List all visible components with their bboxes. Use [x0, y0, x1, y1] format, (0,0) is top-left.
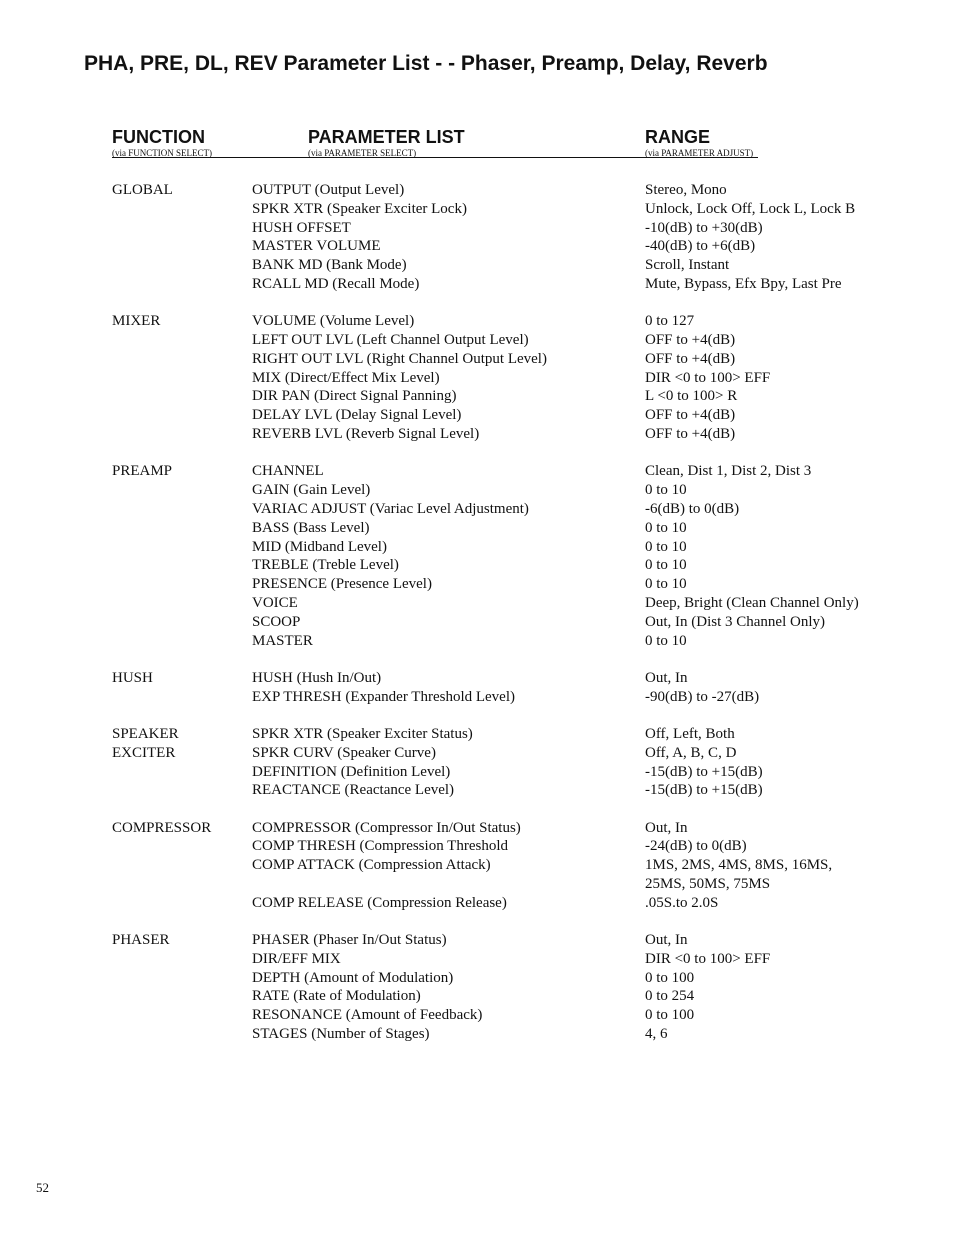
parameter-cell: BANK MD (Bank Mode) — [252, 257, 407, 274]
function-cell: GLOBAL — [112, 182, 173, 198]
range-cell: 25MS, 50MS, 75MS — [645, 876, 771, 892]
table-row — [0, 1006, 954, 1025]
range-column-header: RANGE — [645, 127, 711, 147]
parameter-cell: LEFT OUT LVL (Left Channel Output Level) — [252, 332, 529, 349]
range-cell: 4, 6 — [645, 1026, 668, 1043]
range-cell: Out, In — [645, 819, 688, 836]
parameter-table — [0, 181, 954, 1062]
function-column-subheader: (via FUNCTION SELECT) — [112, 148, 212, 158]
table-row — [0, 538, 954, 557]
range-cell: 0 to 10 — [645, 632, 687, 649]
function-group — [0, 819, 954, 913]
range-cell: .05S.to 2.0S — [645, 894, 719, 911]
table-row — [0, 331, 954, 350]
range-cell: Out, In — [645, 669, 688, 686]
parameter-cell: OUTPUT (Output Level) — [252, 182, 405, 198]
parameter-cell: COMPRESSOR (Compressor In/Out Status) — [252, 819, 521, 836]
range-cell: Unlock, Lock Off, Lock L, Lock B — [645, 200, 856, 217]
parameter-cell: REVERB LVL (Reverb Signal Level) — [252, 426, 480, 443]
function-group — [0, 931, 954, 1044]
parameter-cell: BASS (Bass Level) — [252, 519, 370, 536]
table-row — [0, 632, 954, 651]
function-group — [0, 725, 954, 800]
table-row — [0, 256, 954, 275]
range-cell: L <0 to 100> R — [645, 388, 738, 405]
page-title: PHA, PRE, DL, REV Parameter List - - Phaser, Preamp, Delay, Reverb — [84, 52, 768, 75]
range-cell: -10(dB) to +30(dB) — [645, 219, 763, 236]
table-row — [0, 1025, 954, 1044]
range-column-subheader: (via PARAMETER ADJUST) — [645, 148, 754, 158]
range-cell: Out, In (Dist 3 Channel Only) — [645, 613, 825, 630]
range-cell: 0 to 10 — [645, 557, 687, 574]
range-cell: 0 to 127 — [645, 313, 695, 330]
parameter-cell: MID (Midband Level) — [252, 538, 387, 555]
function-cell: MIXER — [112, 313, 161, 330]
parameter-cell: RCALL MD (Recall Mode) — [252, 275, 420, 292]
range-cell: -6(dB) to 0(dB) — [645, 500, 740, 517]
range-cell: Mute, Bypass, Efx Bpy, Last Pre — [645, 275, 842, 292]
parameter-cell: CHANNEL — [252, 463, 324, 480]
table-row — [0, 181, 954, 200]
table-row — [0, 725, 954, 744]
range-cell: -15(dB) to +15(dB) — [645, 763, 763, 780]
parameter-cell: VOLUME (Volume Level) — [252, 313, 415, 330]
parameter-cell: SCOOP — [252, 613, 301, 630]
parameter-cell: HUSH OFFSET — [252, 219, 351, 236]
parameter-cell: SPKR XTR (Speaker Exciter Lock) — [252, 200, 467, 217]
table-row — [0, 312, 954, 331]
parameter-cell: DIR PAN (Direct Signal Panning) — [252, 388, 457, 405]
range-cell: 0 to 100 — [645, 969, 695, 986]
parameter-cell: VARIAC ADJUST (Variac Level Adjustment) — [252, 500, 529, 517]
parameter-cell: HUSH (Hush In/Out) — [252, 669, 382, 686]
table-row — [0, 875, 954, 894]
parameter-cell: RESONANCE (Amount of Feedback) — [252, 1007, 483, 1024]
table-row — [0, 819, 954, 838]
function-group — [0, 312, 954, 444]
parameter-cell: MIX (Direct/Effect Mix Level) — [252, 369, 440, 386]
parameter-cell: DEPTH (Amount of Modulation) — [252, 969, 454, 986]
range-cell: 0 to 10 — [645, 519, 687, 536]
table-row — [0, 837, 954, 856]
range-cell: Out, In — [645, 932, 688, 949]
table-row — [0, 688, 954, 707]
parameter-cell: DELAY LVL (Delay Signal Level) — [252, 407, 462, 424]
parameter-cell: RATE (Rate of Modulation) — [252, 988, 421, 1005]
table-row — [0, 350, 954, 369]
table-row — [0, 894, 954, 913]
parameter-cell: REACTANCE (Reactance Level) — [252, 782, 455, 799]
table-row — [0, 931, 954, 950]
function-cell: SPEAKER — [112, 725, 179, 742]
table-row — [0, 781, 954, 800]
table-row — [0, 200, 954, 219]
function-cell: HUSH — [112, 669, 153, 686]
range-cell: DIR <0 to 100> EFF — [645, 950, 771, 967]
parameter-cell: DEFINITION (Definition Level) — [252, 763, 451, 780]
table-row — [0, 575, 954, 594]
parameter-cell: SPKR XTR (Speaker Exciter Status) — [252, 725, 473, 742]
parameter-cell: TREBLE (Treble Level) — [252, 557, 399, 574]
table-row — [0, 594, 954, 613]
table-row — [0, 556, 954, 575]
table-row — [0, 744, 954, 763]
table-row — [0, 987, 954, 1006]
range-cell: OFF to +4(dB) — [645, 332, 736, 349]
table-row — [0, 613, 954, 632]
table-row — [0, 669, 954, 688]
range-cell: 0 to 10 — [645, 482, 687, 499]
range-cell: 1MS, 2MS, 4MS, 8MS, 16MS, — [645, 857, 833, 874]
range-cell: -40(dB) to +6(dB) — [645, 238, 756, 255]
parameter-column-header: PARAMETER LIST — [308, 127, 465, 147]
range-cell: -24(dB) to 0(dB) — [645, 838, 747, 855]
parameter-cell: RIGHT OUT LVL (Right Channel Output Level) — [252, 350, 547, 367]
range-cell: OFF to +4(dB) — [645, 407, 736, 424]
table-row — [0, 219, 954, 238]
table-row — [0, 969, 954, 988]
range-cell: Scroll, Instant — [645, 257, 730, 274]
table-row — [0, 950, 954, 969]
range-cell: OFF to +4(dB) — [645, 350, 736, 367]
parameter-cell: VOICE — [252, 594, 298, 611]
range-cell: -15(dB) to +15(dB) — [645, 782, 763, 799]
table-row — [0, 500, 954, 519]
range-cell: Off, A, B, C, D — [645, 744, 737, 761]
function-cell: COMPRESSOR — [112, 819, 212, 836]
table-row — [0, 856, 954, 875]
parameter-cell: MASTER VOLUME — [252, 238, 381, 255]
parameter-cell: STAGES (Number of Stages) — [252, 1026, 430, 1043]
function-group — [0, 181, 954, 294]
function-cell: EXCITER — [112, 744, 176, 761]
table-row — [0, 481, 954, 500]
table-row — [0, 462, 954, 481]
function-cell: PHASER — [112, 932, 170, 949]
table-row — [0, 387, 954, 406]
range-cell: Clean, Dist 1, Dist 2, Dist 3 — [645, 463, 812, 480]
table-row — [0, 237, 954, 256]
parameter-cell: MASTER — [252, 632, 313, 649]
range-cell: 0 to 100 — [645, 1007, 695, 1024]
function-cell: PREAMP — [112, 463, 173, 480]
range-cell: Off, Left, Both — [645, 725, 735, 742]
parameter-column-subheader: (via PARAMETER SELECT) — [308, 148, 417, 158]
parameter-cell: DIR/EFF MIX — [252, 950, 341, 967]
range-cell: OFF to +4(dB) — [645, 426, 736, 443]
range-cell: 0 to 10 — [645, 576, 687, 593]
range-cell: 0 to 10 — [645, 538, 687, 555]
table-row — [0, 406, 954, 425]
function-group — [0, 669, 954, 707]
range-cell: DIR <0 to 100> EFF — [645, 369, 771, 386]
table-row — [0, 763, 954, 782]
range-cell: Stereo, Mono — [645, 182, 727, 198]
range-cell: Deep, Bright (Clean Channel Only) — [645, 594, 859, 611]
parameter-cell: SPKR CURV (Speaker Curve) — [252, 744, 436, 761]
table-row — [0, 519, 954, 538]
range-cell: 0 to 254 — [645, 988, 695, 1005]
header-divider — [112, 157, 758, 158]
page-number: 52 — [36, 1180, 49, 1195]
parameter-cell: PHASER (Phaser In/Out Status) — [252, 932, 447, 949]
parameter-cell: EXP THRESH (Expander Threshold Level) — [252, 688, 516, 705]
parameter-cell: PRESENCE (Presence Level) — [252, 576, 432, 593]
range-cell: -90(dB) to -27(dB) — [645, 688, 760, 705]
parameter-cell: COMP THRESH (Compression Threshold — [252, 838, 508, 855]
table-row — [0, 369, 954, 388]
parameter-cell: GAIN (Gain Level) — [252, 482, 371, 499]
table-row — [0, 275, 954, 294]
parameter-cell: COMP RELEASE (Compression Release) — [252, 894, 507, 911]
function-column-header: FUNCTION — [112, 127, 205, 147]
parameter-cell: COMP ATTACK (Compression Attack) — [252, 857, 491, 874]
table-row — [0, 425, 954, 444]
function-group — [0, 462, 954, 650]
